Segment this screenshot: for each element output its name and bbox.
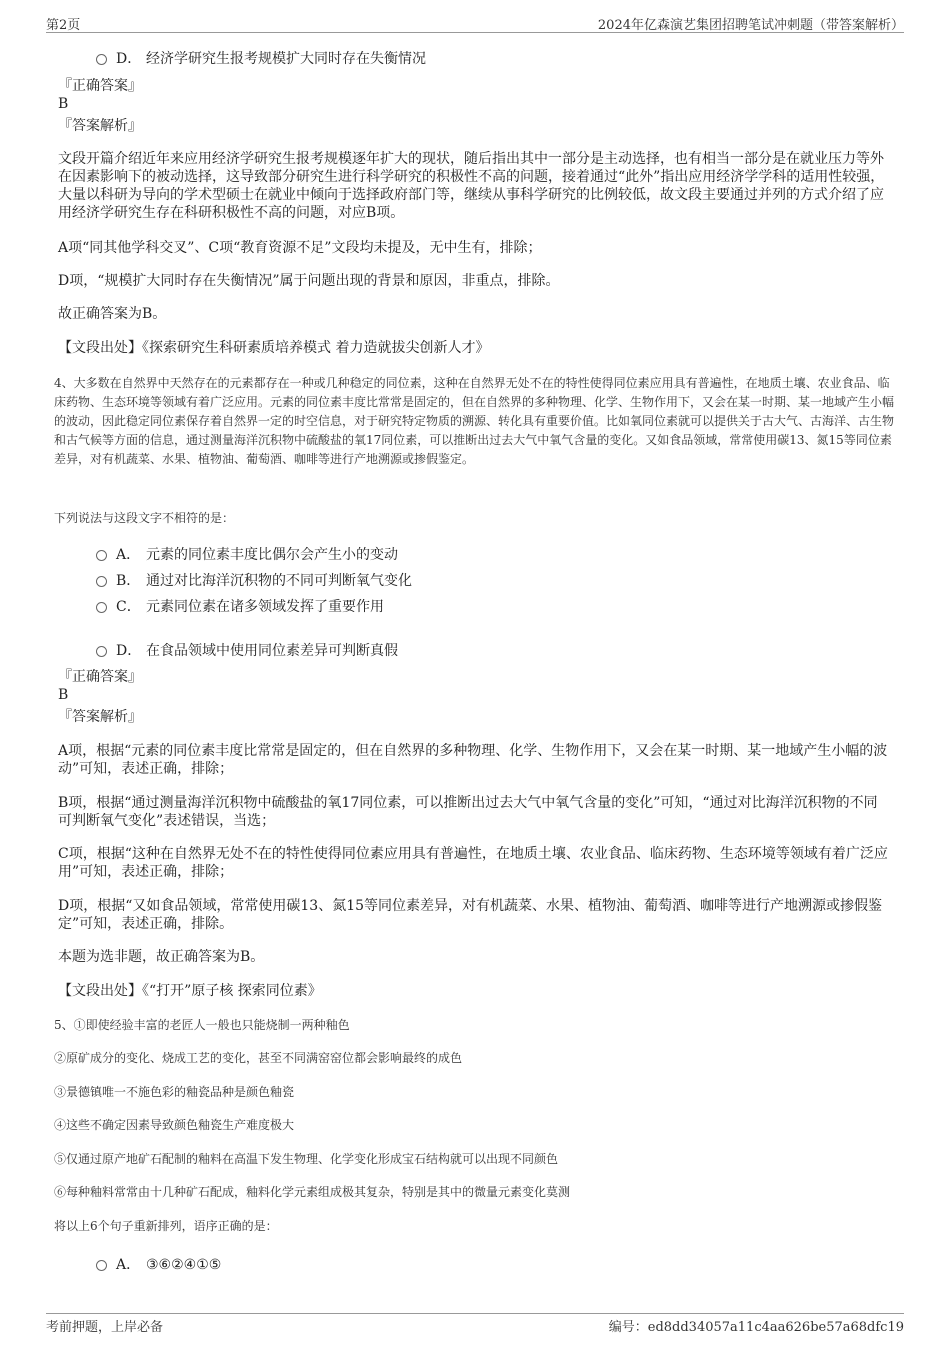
q4-analysis-d: D项，根据“又如食品领域，常常使用碳13、氮15等同位素差异，对有机蔬菜、水果、植物油、葡萄酒、咖啡等进行产地溯源或掺假鉴定”可知，表述正确，排除。	[58, 898, 883, 932]
document-title: 2024年亿森演艺集团招聘笔试冲刺题（带答案解析）	[597, 18, 904, 33]
radio-icon[interactable]	[96, 602, 107, 613]
q3-answer: B	[58, 96, 69, 112]
q4-question: 下列说法与这段文字不相符的是：	[54, 511, 235, 525]
q4-option-a[interactable]: A． 元素的同位素丰度比偶尔会产生小的变动	[96, 544, 398, 564]
page-header	[46, 12, 904, 33]
q4-analysis-c: C项，根据“这种在自然界无处不在的特性使得同位素应用具有普遍性，在地质土壤、农业食品、临床药物、生态环境等领域有着广泛应用”可知，表述正确，排除；	[58, 846, 888, 880]
q3-source: 【文段出处】《探索研究生科研素质培养模式 着力造就拔尖创新人才》	[58, 340, 490, 356]
page-number: 第2页	[46, 18, 81, 33]
radio-icon[interactable]	[96, 54, 107, 65]
q5-sentence-3: ③景德镇唯一不施色彩的釉瓷品种是颜色釉瓷	[54, 1085, 295, 1099]
q4-option-c[interactable]: C． 元素同位素在诸多领域发挥了重要作用	[96, 596, 384, 616]
q4-analysis-a: A项，根据“元素的同位素丰度比常常是固定的，但在自然界的多种物理、化学、生物作用下，又会在某一时期、某一地域产生小幅的波动”可知，表述正确，排除；	[58, 743, 888, 777]
radio-icon[interactable]	[96, 550, 107, 561]
q5-sentence-4: ④这些不确定因素导致颜色釉瓷生产难度极大	[54, 1118, 295, 1132]
q3-option-d[interactable]: D． 经济学研究生报考规模扩大同时存在失衡情况	[96, 48, 426, 68]
q5-question: 将以上6个句子重新排列，语序正确的是：	[54, 1219, 278, 1233]
q4-analysis-label: 『答案解析』	[58, 709, 142, 725]
q3-analysis-p4: 故正确答案为B。	[58, 306, 167, 322]
q3-analysis-p1: 文段开篇介绍近年来应用经济学研究生报考规模逐年扩大的现状，随后指出其中一部分是主动选择，也有相当一部分是在就业压力等外在因素影响下的被动选择，这导致部分研究生进行科学研究的积极性不高的问题，接着通过“此外”指出应用经济学学科的适用性较强，大量以科研为导向的学术型硕士在就业中倾向于选择政府部门等，继续从事科学研究的比例较低，故文段主要通过并列的方式介绍了应用经济学研究生存在科研积极性不高的问题，对应B项。	[58, 151, 885, 221]
q3-analysis-p3: D项，“规模扩大同时存在失衡情况”属于问题出现的背景和原因，非重点，排除。	[58, 273, 560, 289]
q3-analysis-p2: A项“同其他学科交叉”、C项“教育资源不足”文段均未提及，无中生有，排除；	[58, 240, 542, 256]
q4-option-d[interactable]: D． 在食品领域中使用同位素差异可判断真假	[96, 640, 398, 660]
q4-option-b[interactable]: B． 通过对比海洋沉积物的不同可判断氧气变化	[96, 570, 412, 590]
q4-answer-label: 『正确答案』	[58, 669, 142, 685]
footer-document-id: 编号：ed8dd34057a11c4aa626be57a68dfc19	[608, 1320, 904, 1335]
q3-analysis-label: 『答案解析』	[58, 118, 142, 134]
q5-sentence-5: ⑤仅通过原产地矿石配制的釉料在高温下发生物理、化学变化形成宝石结构就可以出现不同颜色	[54, 1152, 559, 1166]
radio-icon[interactable]	[96, 1260, 107, 1271]
q3-answer-label: 『正确答案』	[58, 78, 142, 94]
radio-icon[interactable]	[96, 576, 107, 587]
q4-analysis-b: B项，根据“通过测量海洋沉积物中硫酸盐的氧17同位素，可以推断出过去大气中氧气含量的变化”可知，“通过对比海洋沉积物的不同可判断氧气变化”表述错误，当选；	[58, 795, 878, 829]
footer-slogan: 考前押题，上岸必备	[46, 1320, 164, 1335]
q4-source: 【文段出处】《“打开”原子核 探索同位素》	[58, 983, 322, 999]
q4-stem: 4、大多数在自然界中天然存在的元素都存在一种或几种稳定的同位素，这种在自然界无处不在的特性使得同位素应用具有普遍性，在地质土壤、农业食品、临床药物、生态环境等领域有着广泛应用。元素的同位素丰度比常常是固定的，但在自然界的多种物理、化学、生物作用下，又会在某一时期、某一地域产生小幅的波动，因此稳定同位素保存着自然界一定的时空信息，对于研究特定物质的溯源、转化具有重要价值。比如氧同位素就可以提供关于古大气、古海洋、古生物和古气候等方面的信息，通过测量海洋沉积物中硫酸盐的氧17同位素，可以推断出过去大气中氧气含量的变化。又如食品领域，常常使用碳13、氮15等同位素差异，对有机蔬菜、水果、植物油、葡萄酒、咖啡等进行产地溯源或掺假鉴定。	[54, 376, 895, 466]
q5-sentence-6: ⑥每种釉料常常由十几种矿石配成，釉料化学元素组成极其复杂，特别是其中的微量元素变化莫测	[54, 1185, 571, 1199]
q4-answer: B	[58, 687, 69, 703]
q5-option-a[interactable]: A． ③⑥②④①⑤	[96, 1254, 221, 1274]
page-footer	[46, 1313, 904, 1338]
q4-conclusion: 本题为选非题，故正确答案为B。	[58, 949, 265, 965]
q5-sentence-1: 5、①即使经验丰富的老匠人一般也只能烧制一两种釉色	[54, 1018, 350, 1032]
radio-icon[interactable]	[96, 646, 107, 657]
q5-sentence-2: ②原矿成分的变化、烧成工艺的变化，甚至不同满窑窑位都会影响最终的成色	[54, 1051, 463, 1065]
